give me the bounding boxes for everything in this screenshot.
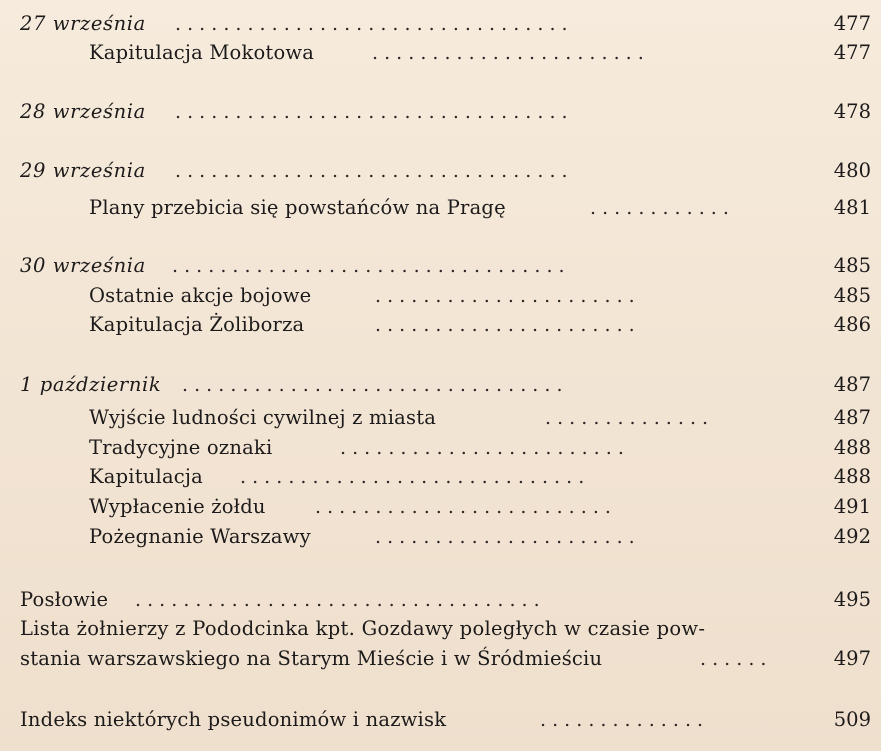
toc-entry [0, 193, 881, 223]
toc-entry [0, 433, 881, 463]
leader-dots: . . . . . . . . . . . . . . . . . . . . . . . . . . . . . . . . . [172, 255, 565, 277]
entry-label: Kapitulacja Mokotowa [89, 41, 315, 64]
leader-dots: . . . . . . . . . . . . . . . . . . . . . . . . . . . . . . . . [182, 374, 563, 396]
toc-entry [0, 492, 881, 522]
entry-label: Ostatnie akcje bojowe [89, 284, 312, 307]
page-number: 481 [833, 196, 871, 219]
toc-entry [0, 251, 881, 281]
page-number: 495 [833, 588, 871, 611]
leader-dots: . . . . . . . . . . . . . . . . . . . . . . . . . . . . . . . . . [175, 13, 568, 35]
page-number: 491 [833, 495, 871, 518]
entry-label: Kapitulacja Żoliborza [89, 313, 305, 336]
leader-dots: . . . . . . . . . . . . . . . . . . . . . . . . . [315, 496, 611, 518]
leader-dots: . . . . . . . . . . . . . . . . . . . . . . [375, 285, 635, 307]
toc-entry [0, 156, 881, 186]
page-number: 480 [833, 159, 871, 182]
leader-dots: . . . . . . . . . . . . . . . . . . . . . . . . . . . . . . . . . [175, 160, 568, 182]
page-number: 492 [833, 525, 871, 548]
leader-dots: . . . . . . . . . . . . . . . . . . . . . . . . . . . . . . . . . [175, 101, 568, 123]
leader-dots: . . . . . . . . . . . . . . . . . . . . . . . . . . . . . [240, 466, 585, 488]
leader-dots: . . . . . . . . . . . . . . [545, 407, 709, 429]
entry-date: 28 września [20, 100, 146, 123]
toc-entry [0, 38, 881, 68]
entry-label: Posłowie [20, 588, 109, 611]
page-number: 497 [833, 647, 871, 670]
toc-entry [0, 97, 881, 127]
toc-entry [0, 462, 881, 492]
entry-label: Plany przebicia się powstańców na Pragę [89, 196, 506, 219]
entry-label: Wyjście ludności cywilnej z miasta [89, 406, 437, 429]
toc-entry [0, 9, 881, 39]
leader-dots: . . . . . . [700, 648, 767, 670]
toc-entry [0, 705, 881, 735]
page-number: 486 [833, 313, 871, 336]
toc-entry [0, 522, 881, 552]
entry-date: 29 września [20, 159, 146, 182]
leader-dots: . . . . . . . . . . . . . . . . . . . . . . . . [340, 437, 624, 459]
leader-dots: . . . . . . . . . . . . . . [540, 709, 704, 731]
toc-entry [0, 370, 881, 400]
leader-dots: . . . . . . . . . . . . . . . . . . . . . . [375, 526, 635, 548]
entry-date: 27 września [20, 12, 146, 35]
leader-dots: . . . . . . . . . . . . [590, 197, 729, 219]
page-number: 477 [833, 12, 871, 35]
entry-date: 1 październik [20, 373, 162, 396]
page-number: 488 [833, 436, 871, 459]
page-number: 488 [833, 465, 871, 488]
toc-entry [0, 403, 881, 433]
entry-date: 30 września [20, 254, 146, 277]
entry-label: Wypłacenie żołdu [89, 495, 266, 518]
entry-label: Pożegnanie Warszawy [89, 525, 311, 548]
leader-dots: . . . . . . . . . . . . . . . . . . . . . . . . . . . . . . . . . . [135, 589, 540, 611]
entry-label: Indeks niektórych pseudonimów i nazwisk [20, 708, 447, 731]
page-number: 487 [833, 373, 871, 396]
entry-label: Tradycyjne oznaki [89, 436, 273, 459]
page-number: 478 [833, 100, 871, 123]
leader-dots: . . . . . . . . . . . . . . . . . . . . . . . [372, 42, 644, 64]
entry-label: Kapitulacja [89, 465, 203, 488]
toc-entry [0, 281, 881, 311]
toc-entry [0, 644, 881, 674]
leader-dots: . . . . . . . . . . . . . . . . . . . . . . [375, 314, 635, 336]
page-number: 477 [833, 41, 871, 64]
entry-label-line1: Lista żołnierzy z Pododcinka kpt. Gozdawy poległych w czasie pow- [20, 617, 706, 640]
page-number: 485 [833, 254, 871, 277]
entry-label-line2: stania warszawskiego na Starym Mieście i w Śródmieściu [20, 647, 603, 670]
toc-entry [0, 310, 881, 340]
toc-entry [0, 585, 881, 615]
page-number: 485 [833, 284, 871, 307]
page-number: 509 [833, 708, 871, 731]
page-number: 487 [833, 406, 871, 429]
